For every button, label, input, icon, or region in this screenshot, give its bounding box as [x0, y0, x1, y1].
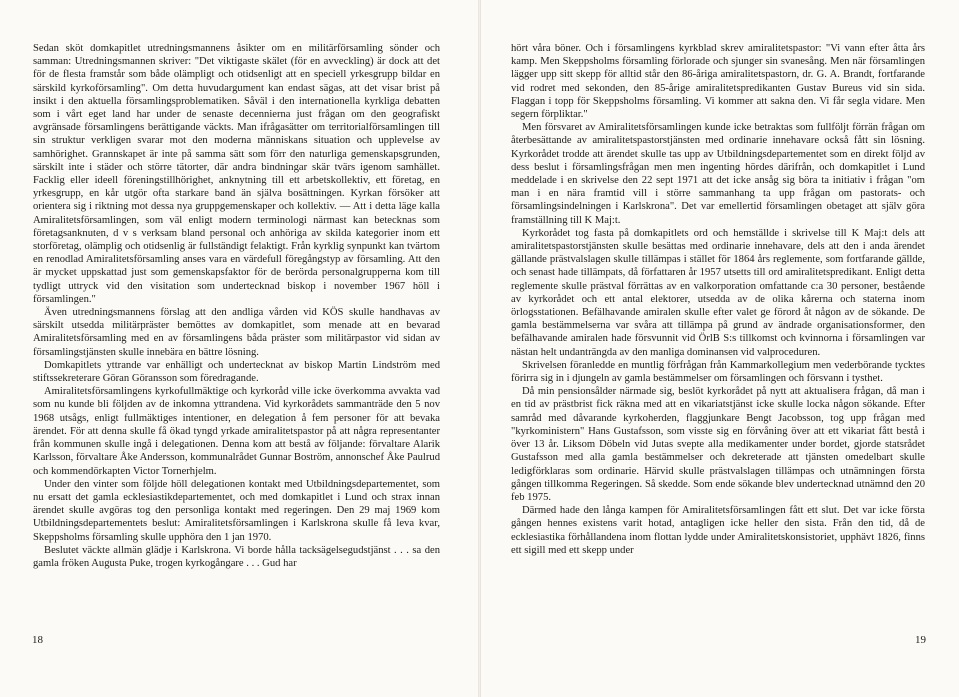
paragraph: Amiralitetsförsamlingens kyrkofullmäktige och kyrkoråd ville icke överkomma avvakta vad som nu kunde bli följden av de inkomna yttrandena. Vid kyrkorådets sammanträde den 5 nov 1968 utsågs, enligt fullmäktiges intentioner, en delegation å fem personer för att bevaka ärendet. För att denna skulle få ökad tyngd yrkade amiralitetspastor på att några representanter från kommunen skulle ingå i delegationen. Denna kom att bestå av följande: förvaltare Alarik Karlsson, förvaltare Åke Andersson, kommunalrådet Gunnar Boström, annonschef Åke Paulrud och kommendörkapten Victor Tornerhjelm. [33, 386, 440, 477]
paragraph: Kyrkorådet tog fasta på domkapitlets ord och hemställde i skrivelse till K Maj:t dels att amiralitetspastorstjänsten skulle besättas med ordinarie innehavare, dels att den i anda ärendet gällande prästvalslagen skulle tillämpas i stället för 1864 års reglemente, som fortfarande gällde, och senast hade tillämpats, då författaren år 1957 utsetts till ord amiralitetspredikant. Enligt detta reglemente skulle prästval förrättas av en valkorporation omfattande c:a 30 personer, bestående av kyrkorådet och ett antal elektorer, utsedda av de olika kårerna och staterna inom örlogsstationen. Befälhavande amiralen skulle efter valet ge förord åt någon av de sökande. De gamla bestämmelserna var svåra att tillämpa på grund av ändrade organisationsformer, den befälhavande amiralen hade försvunnit vid ÖrlB S:s tillkomst och kvinnorna i församlingen var nästan helt undanträngda av den manliga dominansen vid valproceduren. [511, 227, 925, 358]
paragraph: Skrivelsen föranledde en muntlig förfrågan från Kammarkollegium men vederbörande tycktes förirra sig in i djungeln av gamla bestämmelser om församlingen och försvann i tysthet. [511, 359, 925, 385]
paragraph: Även utredningsmannens förslag att den andliga vården vid KÖS skulle handhavas av särskilt utsedda militärpräster bemöttes av domkapitlet, som menade att en bevarad Amiralitetsförsamling med en av församlingens båda präster som militärpastor vid sidan av församlingstjänsten skulle innebära en bättre lösning. [33, 307, 440, 358]
left-page [0, 0, 478, 697]
paragraph: Domkapitlets yttrande var enhälligt och undertecknat av biskop Martin Lindström med stiftssekreterare Göran Göransson som föredragande. [33, 359, 440, 385]
right-page [481, 0, 959, 697]
page-number: 19 [915, 634, 926, 646]
paragraph: Sedan sköt domkapitlet utredningsmannens åsikter om en militärförsamling sönder och samman: Utredningsmannen skriver: "Det viktigaste skälet (för en avveckling) är dock att det för de flesta framstår som både olämpligt och otidsenligt att en speciell yrkesgrupp bildar en särskild kyrkoförsamling". Om detta huvudargument kan endast sägas, att det visar brist på insikt i den aktuella församlingsproblematiken. Såväl i den internationella kyrkliga debatten som i vårt eget land har under de senaste decennierna just frågan om den geografiskt avgränsade församlingens berättigande väckts. Man ifrågasätter om territorialförsamlingen till sin struktur verkligen svarar mot den moderna människans situation och upplevelse av samhörighet. Grannskapet är inte på samma sätt som förr den naturliga gemenskapsgrunden, särskilt inte i städer och större tätorter, där andra bindningar skär tvärs igenom samhället. Facklig eller ideell föreningstillhörighet, anknytning till ett arbetskollektiv, ett företag, en yrkesgrupp, en kår utgör ofta starkare band än själva bosättningen. Kyrkan försöker att orientera sig i riktning mot dessa nya gruppgemenskaper och kollektiv. — Att i detta läge kalla Amiralitetsförsamlingen, som väl enligt modern terminologi närmast kan betecknas som företagsanknuten, d v s verksam bland personal och anhöriga av skilda kategorier inom ett storföretag, olämplig och otidsenlig är fullständigt felaktigt. Från kyrklig synpunkt kan tvärtom en renodlad Amiralitetsförsamling anses vara en värdefull föregångstyp av församling. Att den är mycket uppskattad just som gemenskapsfaktor för de berörda personalgrupperna kom till tydligt uttryck vid den visitation som undertecknad biskop i november 1967 höll i församlingen." [33, 43, 440, 305]
right-page-text [511, 42, 925, 557]
paragraph: Under den vinter som följde höll delegationen kontakt med Utbildningsdepartementet, som nu ersatt det gamla ecklesiastikdepartementet, och med domkapitlet i Lund och strax innan ärendet skulle avgöras tog den personliga kontakt med regeringen. Den 29 maj 1969 kom Utbildningsdepartementets beslut: Amiralitetsförsamlingen i Karlskrona skulle få leva kvar, Skeppsholms församling skulle upphöra den 1 jan 1970. [33, 478, 440, 543]
left-page-text [33, 42, 440, 570]
paragraph: Men försvaret av Amiralitetsförsamlingen kunde icke betraktas som fullföljt förrän frågan om återbesättande av amiralitetspastorstjänsten med ordinarie innehavare också fått sin lösning. Kyrkorådet trodde att ärendet skulle tas upp av Utbildningsdepartementet som en direkt följd av dess beslut i församlingsfrågan men men ingenting hördes därifrån, och domkapitlet i Lund meddelade i en skrivelse den 22 sept 1971 att det icke ansåg sig böra ta initiativ i frågan "om man i en nära framtid vill i större sammanhang ta upp frågan om pastorats- och församlingsindelningen i Karlskrona". Det var emellertid församlingen obetaget att själv göra framställning till K Maj:t. [511, 122, 925, 226]
page-number: 18 [32, 634, 43, 646]
paragraph: Då min pensionsålder närmade sig, beslöt kyrkorådet på nytt att aktualisera frågan, då man i en tid av prästbrist fick räkna med att en vikariatstjänst icke skulle locka någon sökande. Efter samråd med dåvarande kyrkoherden, flaggjunkare Bengt Jacobsson, tog upp frågan med "kyrkoministern" Hans Gustafsson, som visste sig en förvåning över att ett vikariat fått bestå i över 13 år. Liksom Döbeln vid Jutas svepte alla medikamenter under bordet, gjorde statsrådet Gustafsson med alla gamla bestämmelser och dekreterade att tjänsten omedelbart skulle ledigförklaras som ordinarie. Härvid skulle prästvalslagen tillämpas och utnämningen första gången tillkomma Regeringen. Så skedde. Som ende sökande blev undertecknad utnämnd den 20 feb 1975. [511, 386, 925, 503]
paragraph: Beslutet väckte allmän glädje i Karlskrona. Vi borde hålla tacksägelsegudstjänst . . . sa den gamla fröken Augusta Puke, trogen kyrkogångare . . . Gud har [33, 544, 440, 569]
paragraph: hört våra böner. Och i församlingens kyrkblad skrev amiralitetspastor: "Vi vann efter åtta års kamp. Men Skeppsholms församling förlorade och sjunger sin svanesång. Men när församlingen lägger upp sitt skepp för alltid står den 86-åriga amiralitetspastorn, dr. G. A. Brandt, fortfarande vid rodret med sekonden, den 85-årige amiralitetspredikanten Gustav Bureus vid sin sida. Flaggan i topp för Skeppsholms församling. Vi kommer att sakna den. Vi får segla vidare. Men segern förpliktar." [511, 43, 925, 121]
paragraph: Därmed hade den långa kampen för Amiralitetsförsamlingen fått ett slut. Det var icke första gången hennes existens varit hotad, antagligen icke heller den sista. Från den tid, då de ecklesiastika förhållandena inom flottan lydde under Amiralitetskonsistoriet, upphävt 1826, finns ett sigill med ett skepp under [511, 505, 925, 556]
